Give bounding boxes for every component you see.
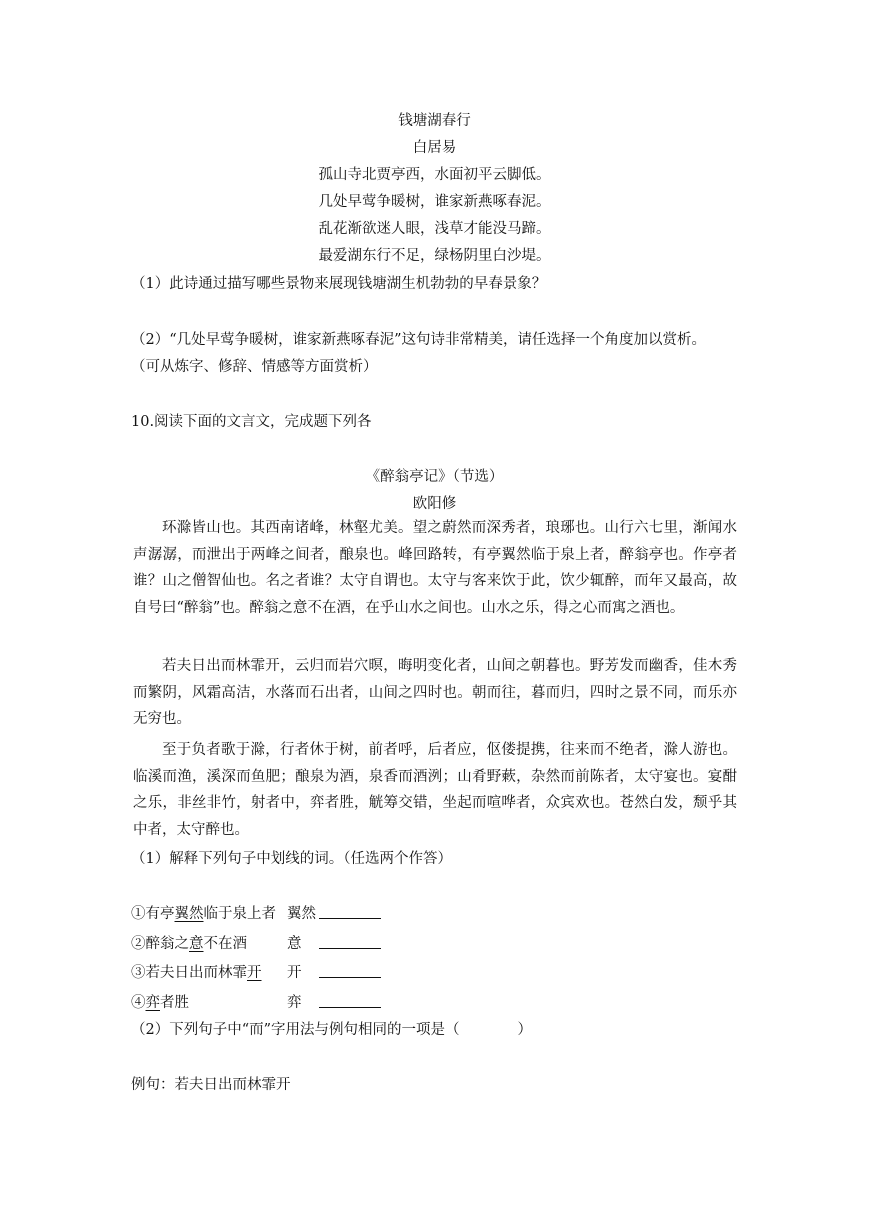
underlined-word: 翼然: [174, 906, 204, 922]
poem-line: 乱花渐欲迷人眼，浅草才能没马蹄。: [318, 221, 551, 237]
poem-title: 钱塘湖春行: [398, 113, 471, 129]
vocab-item-3: [131, 961, 262, 982]
vocab-term-2: 意: [287, 936, 302, 952]
vocab-term-4: 弈: [287, 995, 302, 1011]
vocab-item-4: [131, 991, 189, 1012]
answer-blank-4[interactable]: [319, 1007, 381, 1008]
item-text-post: 临于泉上者: [203, 906, 276, 922]
item-text-pre: 有亭: [145, 906, 175, 922]
poem-author: 白居易: [412, 140, 457, 156]
poem-line: 几处早莺争暖树，谁家新燕啄春泥。: [318, 194, 551, 210]
sub-question-1: （1）解释下列句子中划线的词。（任选两个作答）: [131, 851, 452, 867]
poem-line: 孤山寺北贾亭西，水面初平云脚低。: [318, 167, 551, 183]
poem-line: 最爱湖东行不足，绿杨阴里白沙堤。: [318, 248, 551, 264]
answer-blank-1[interactable]: [319, 918, 381, 919]
item-number: ②: [131, 936, 146, 952]
item-text-pre: 若夫日出而林霏: [145, 965, 247, 981]
poem-question-1: （1）此诗通过描写哪些景物来展现钱塘湖生机勃勃的早春景象？: [131, 276, 547, 292]
question-10-heading: 10.阅读下面的文言文，完成题下列各: [131, 414, 372, 430]
item-number: ①: [131, 906, 146, 922]
essay-paragraph-2: 若夫日出而林霏开，云归而岩穴暝，晦明变化者，山间之朝暮也。野芳发而幽香，佳木秀而繁阴，风霜高洁，水落而石出者，山间之四时也。朝而往，暮而归，四时之景不同，而乐亦无穷也。: [133, 658, 737, 728]
vocab-item-2: [131, 932, 247, 953]
answer-blank-3[interactable]: [319, 977, 381, 978]
vocab-term-3: 开: [287, 965, 302, 981]
answer-blank-2[interactable]: [319, 948, 381, 949]
poem-question-2: （2）“几处早莺争暖树，谁家新燕啄春泥”这句诗非常精美，请任选择一个角度加以赏析。: [131, 332, 707, 348]
item-text-pre: 醉翁之: [145, 936, 189, 952]
example-sentence: 例句：若夫日出而林霏开: [131, 1077, 291, 1093]
item-text-post: 者胜: [160, 995, 189, 1011]
underlined-word: 意: [189, 936, 204, 952]
vocab-item-1: [131, 902, 276, 923]
sub-question-2: （2）下列句子中“而”字用法与例句相同的一项是（ ）: [131, 1022, 533, 1038]
underlined-word: 弈: [145, 995, 160, 1011]
essay-paragraph-3: 至于负者歌于滁，行者休于树，前者呼，后者应，伛偻提携，往来而不绝者，滁人游也。临溪而渔，溪深而鱼肥；酿泉为酒，泉香而酒洌；山肴野蔌，杂然而前陈者，太守宴也。宴酣之乐，非丝非竹，射者中，弈者胜，觥筹交错，坐起而喧哗者，众宾欢也。苍然白发，颓乎其中者，太守醉也。: [133, 742, 737, 838]
essay-paragraph-1: 环滁皆山也。其西南诸峰，林壑尤美。望之蔚然而深秀者，琅琊也。山行六七里，渐闻水声潺潺，而泄出于两峰之间者，酿泉也。峰回路转，有亭翼然临于泉上者，醉翁亭也。作亭者谁？山之僧智仙也。名之者谁？太守自谓也。太守与客来饮于此，饮少辄醉，而年又最高，故自号曰“醉翁”也。醉翁之意不在酒，在乎山水之间也。山水之乐，得之心而寓之酒也。: [133, 520, 737, 616]
essay-title: 《醉翁亭记》（节选）: [365, 469, 504, 485]
poem-question-2-hint: （可从炼字、修辞、情感等方面赏析）: [131, 359, 378, 375]
item-number: ③: [131, 965, 146, 981]
item-text-post: 不在酒: [203, 936, 247, 952]
essay-author: 欧阳修: [412, 496, 457, 512]
vocab-term-1: 翼然: [287, 906, 316, 922]
item-number: ④: [131, 995, 146, 1011]
underlined-word: 开: [247, 965, 262, 981]
